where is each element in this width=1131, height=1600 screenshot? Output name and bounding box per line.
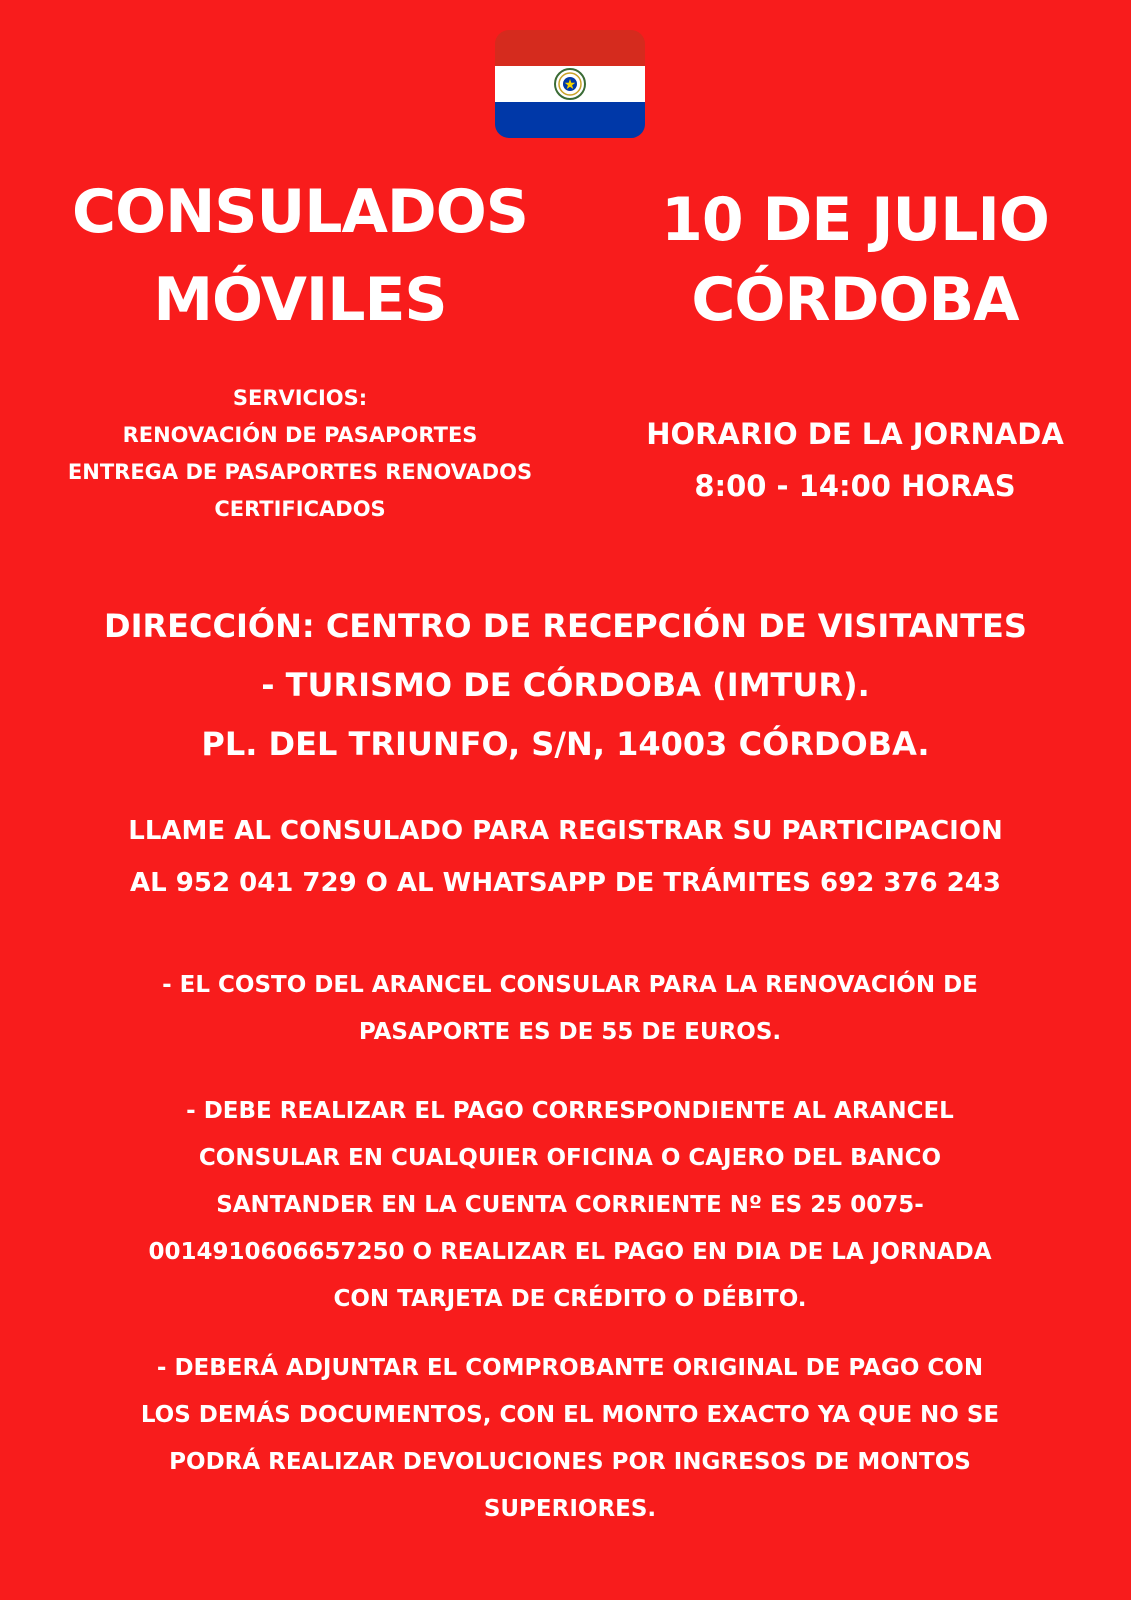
paragraph-line: - DEBE REALIZAR EL PAGO CORRESPONDIENTE AL ARANCEL bbox=[186, 1098, 954, 1124]
flag-stripe-white bbox=[495, 66, 645, 102]
fee-cost-paragraph bbox=[100, 962, 1040, 1056]
address-line: DIRECCIÓN: CENTRO DE RECEPCIÓN DE VISITANTES bbox=[104, 607, 1027, 645]
title-right-line: 10 DE JULIO bbox=[661, 185, 1049, 255]
schedule bbox=[600, 408, 1110, 512]
paragraph-line: SUPERIORES. bbox=[483, 1496, 657, 1522]
services-heading: SERVICIOS: bbox=[232, 386, 368, 410]
title-right-line: CÓRDOBA bbox=[691, 265, 1019, 335]
paragraph-line: CONSULAR EN CUALQUIER OFICINA O CAJERO DEL BANCO bbox=[198, 1145, 942, 1171]
contact-line: AL 952 041 729 O AL WHATSAPP DE TRÁMITES 692 376 243 bbox=[130, 868, 1001, 898]
service-item: ENTREGA DE PASAPORTES RENOVADOS bbox=[67, 460, 533, 484]
contact-line: LLAME AL CONSULADO PARA REGISTRAR SU PARTICIPACION bbox=[128, 816, 1003, 846]
flag-stripe-red bbox=[495, 30, 645, 66]
address-block bbox=[20, 597, 1111, 774]
schedule-hours: 8:00 - 14:00 HORAS bbox=[694, 469, 1016, 503]
registration-contact bbox=[20, 805, 1111, 909]
national-seal-icon bbox=[553, 64, 587, 104]
schedule-heading: HORARIO DE LA JORNADA bbox=[646, 417, 1064, 451]
services-list bbox=[30, 380, 570, 528]
service-item: CERTIFICADOS bbox=[214, 497, 386, 521]
service-item: RENOVACIÓN DE PASAPORTES bbox=[122, 423, 478, 447]
payment-paragraph bbox=[100, 1088, 1040, 1323]
paragraph-line: PODRÁ REALIZAR DEVOLUCIONES POR INGRESOS DE MONTOS bbox=[169, 1449, 971, 1475]
paragraph-line: LOS DEMÁS DOCUMENTOS, CON EL MONTO EXACTO YA QUE NO SE bbox=[140, 1402, 1000, 1428]
paragraph-line: 0014910606657250 O REALIZAR EL PAGO EN DIA DE LA JORNADA bbox=[148, 1239, 992, 1265]
flag-stripe-blue bbox=[495, 102, 645, 138]
receipt-paragraph bbox=[100, 1345, 1040, 1533]
paragraph-line: CON TARJETA DE CRÉDITO O DÉBITO. bbox=[333, 1286, 807, 1312]
address-line: - TURISMO DE CÓRDOBA (IMTUR). bbox=[261, 666, 870, 704]
title-consulados-moviles bbox=[40, 168, 560, 344]
paragraph-line: - DEBERÁ ADJUNTAR EL COMPROBANTE ORIGINAL DE PAGO CON bbox=[156, 1355, 984, 1381]
paraguay-flag-icon bbox=[495, 30, 645, 138]
title-left-line: MÓVILES bbox=[153, 265, 447, 335]
paragraph-line: PASAPORTE ES DE 55 DE EUROS. bbox=[358, 1019, 782, 1045]
title-date-city bbox=[600, 180, 1110, 340]
paragraph-line: - EL COSTO DEL ARANCEL CONSULAR PARA LA RENOVACIÓN DE bbox=[162, 972, 978, 998]
paragraph-line: SANTANDER EN LA CUENTA CORRIENTE Nº ES 25 0075- bbox=[216, 1192, 924, 1218]
address-line: PL. DEL TRIUNFO, S/N, 14003 CÓRDOBA. bbox=[201, 725, 930, 763]
title-left-line: CONSULADOS bbox=[72, 177, 528, 247]
